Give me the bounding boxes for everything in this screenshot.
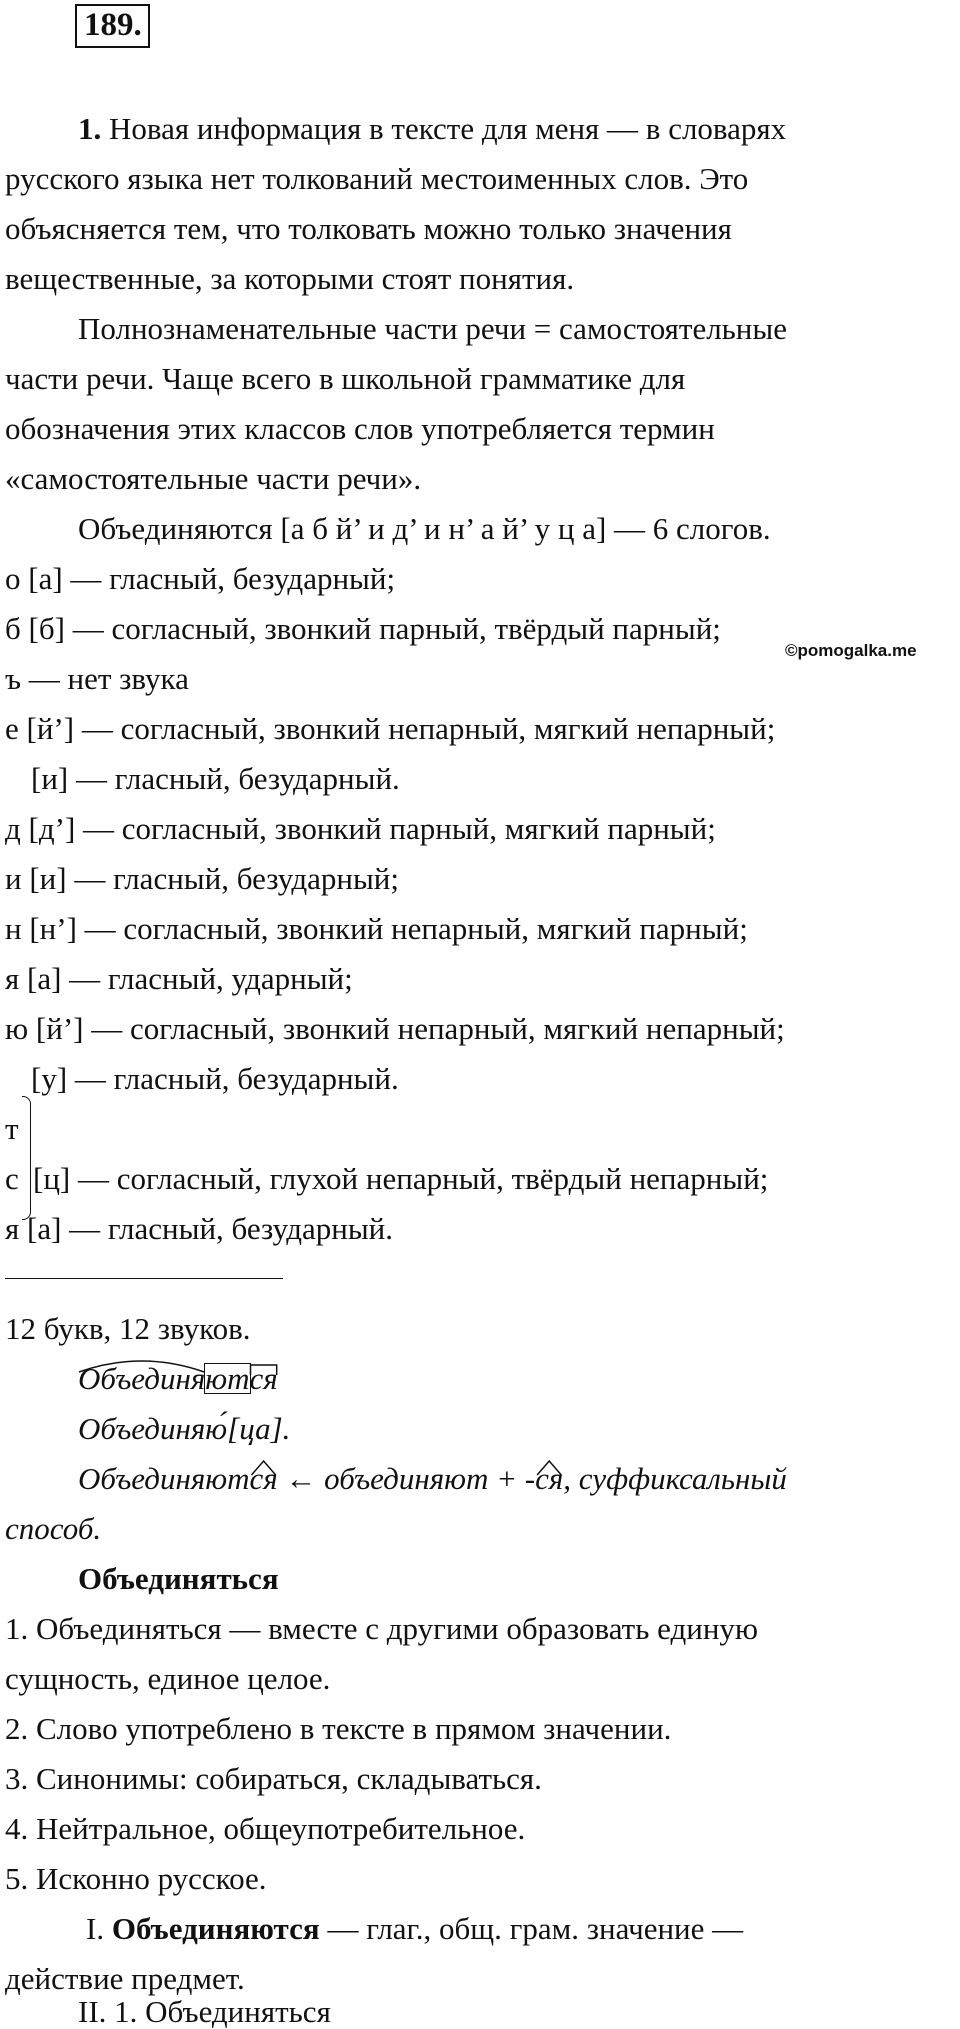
lexical-item: 3. Синонимы: собираться, складываться. <box>5 1761 542 1796</box>
orthoepic-word: Объединяю[ца]. <box>78 1411 291 1446</box>
letter-t: т <box>5 1111 19 1146</box>
lexical-item: 1. Объединяться — вместе с другими образовать единую <box>5 1611 759 1646</box>
paragraph-line: русского языка нет толкований местоименных слов. Это <box>5 161 749 196</box>
lexical-item: 4. Нейтральное, общеупотребительное. <box>5 1811 526 1846</box>
phonetic-line: я [а] — гласный, безударный. <box>5 1211 393 1246</box>
morpheme-word <box>78 1363 278 1394</box>
lexical-item: 2. Слово употреблено в тексте в прямом значении. <box>5 1711 672 1746</box>
ending-part: ют <box>205 1361 250 1396</box>
word-formation-line: способ. <box>5 1511 102 1546</box>
word-formation-line: Объединяются ← объединяют + -ся, суффиксальный <box>78 1461 787 1496</box>
lexical-item: сущность, единое целое. <box>5 1661 331 1696</box>
phonetic-line: д [д’] — согласный, звонкий парный, мягкий парный; <box>5 811 716 846</box>
paragraph-line: части речи. Чаще всего в школьной грамматике для <box>5 361 686 396</box>
lexical-heading: Объединяться <box>78 1561 279 1596</box>
paragraph-line: 1. Новая информация в тексте для меня — в словарях <box>78 111 787 146</box>
morph-analysis-line: II. 1. Объединяться <box>78 1994 331 2029</box>
phonetic-line: ю [й’] — согласный, звонкий непарный, мягкий непарный; <box>5 1011 785 1046</box>
phonetic-line: б [б] — согласный, звонкий парный, твёрдый парный; <box>5 611 721 646</box>
letter-s: с <box>5 1161 19 1196</box>
phonetic-line: и [и] — гласный, безударный; <box>5 861 400 896</box>
morph-analysis-line: действие предмет. <box>5 1961 245 1996</box>
count-line: 12 букв, 12 звуков. <box>5 1311 251 1346</box>
postfix-part: ся <box>249 1361 278 1396</box>
suffix-part: ся <box>535 1461 564 1496</box>
task-label: 1. <box>78 111 102 146</box>
phonetic-line: е [й’] — согласный, звонкий непарный, мягкий непарный; <box>5 711 776 746</box>
transcription-line: Объединяются [а б й’ и д’ и н’ а й’ у ц а] — 6 слогов. <box>78 511 771 546</box>
paragraph-line: обозначения этих классов слов употребляется термин <box>5 411 715 446</box>
exercise-number: 189. <box>75 4 150 48</box>
root-part: Объединя <box>78 1361 206 1396</box>
phonetic-line: о [а] — гласный, безударный; <box>5 561 396 596</box>
lexical-item: 5. Исконно русское. <box>5 1861 267 1896</box>
paragraph-line: Полнознаменательные части речи = самостоятельные <box>78 311 787 346</box>
phonetic-line: ъ — нет звука <box>5 661 189 696</box>
phonetic-line: [ц] — согласный, глухой непарный, твёрдый непарный; <box>33 1161 769 1196</box>
paragraph-line: вещественные, за которыми стоят понятия. <box>5 261 575 296</box>
paragraph-line: «самостоятельные части речи». <box>5 461 422 496</box>
phonetic-line: н [н’] — согласный, звонкий непарный, мягкий парный; <box>5 911 748 946</box>
phonetic-line: я [а] — гласный, ударный; <box>5 961 353 996</box>
phonetic-line: [у] — гласный, безударный. <box>31 1061 399 1096</box>
phonetic-line: [и] — гласный, безударный. <box>31 761 400 796</box>
morph-analysis-line: I. Объединяются — глаг., общ. грам. значение — <box>86 1911 744 1946</box>
stressed-letter: ю <box>205 1411 228 1446</box>
postfix-part: ся <box>249 1461 278 1496</box>
bracket-mark <box>22 1096 31 1220</box>
divider-rule <box>5 1278 283 1279</box>
paragraph-line: объясняется тем, что толковать можно только значения <box>5 211 732 246</box>
watermark: ©pomogalka.me <box>785 641 917 660</box>
